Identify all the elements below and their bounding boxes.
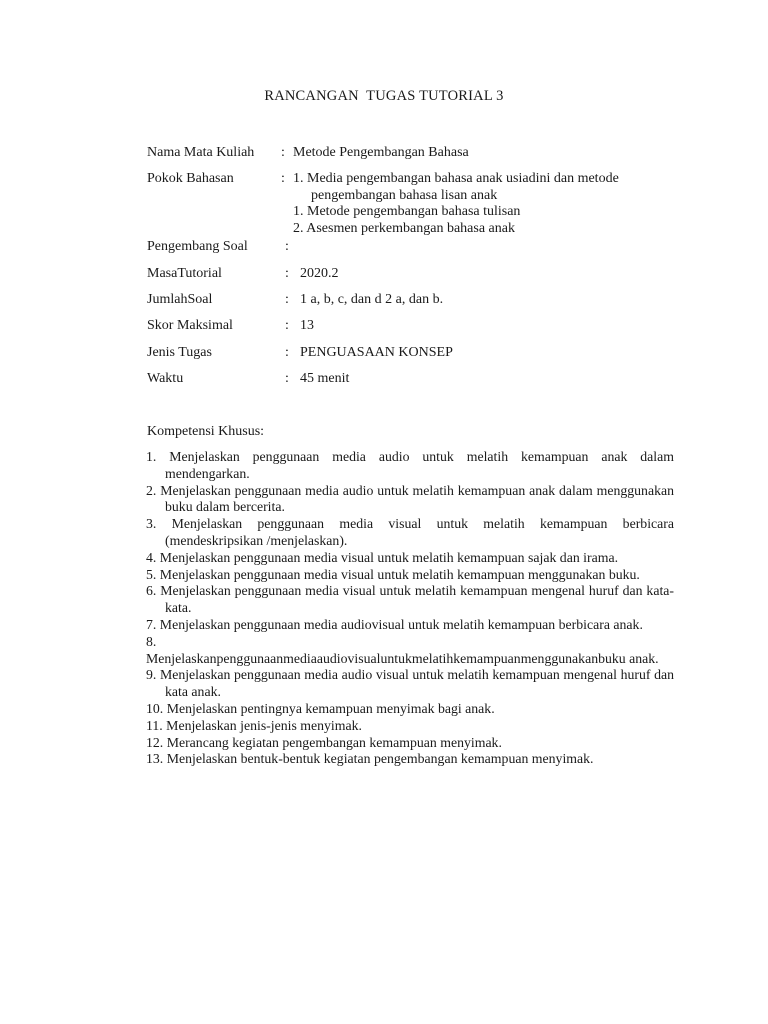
competency-item-3: 3. Menjelaskan penggunaan media visual untuk melatih kemampuan berbicara (mendeskripsikan /menjelaskan). bbox=[146, 516, 674, 548]
competency-item-12: 12. Merancang kegiatan pengembangan kemampuan menyimak. bbox=[146, 734, 502, 750]
meta-label: JumlahSoal bbox=[147, 292, 213, 307]
document-title: RANCANGAN TUGAS TUTORIAL 3 bbox=[264, 88, 504, 104]
competency-item-10: 10. Menjelaskan pentingnya kemampuan menyimak bagi anak. bbox=[146, 700, 495, 716]
meta-colon: : bbox=[285, 239, 289, 254]
meta-value: 45 menit bbox=[300, 371, 350, 386]
meta-value: 1 a, b, c, dan d 2 a, dan b. bbox=[300, 292, 444, 307]
competency-item-13: 13. Menjelaskan bentuk-bentuk kegiatan pengembangan kemampuan menyimak. bbox=[146, 751, 594, 767]
competency-item-11: 11. Menjelaskan jenis-jenis menyimak. bbox=[146, 717, 362, 733]
meta-label: Jenis Tugas bbox=[147, 345, 212, 360]
meta-label: Pengembang Soal bbox=[147, 239, 248, 254]
topic-item-2: 1. Metode pengembangan bahasa tulisan bbox=[293, 204, 521, 219]
meta-value: Metode Pengembangan Bahasa bbox=[293, 145, 469, 160]
competency-item-6: 6. Menjelaskan penggunaan media visual untuk melatih kemampuan mengenal huruf dan kata-kata. bbox=[146, 583, 674, 616]
meta-value: 13 bbox=[300, 318, 314, 333]
meta-value: 2020.2 bbox=[300, 266, 339, 281]
meta-colon: : bbox=[285, 266, 289, 281]
meta-value: PENGUASAAN KONSEP bbox=[300, 345, 453, 360]
competency-item-7: 7. Menjelaskan penggunaan media audiovisual untuk melatih kemampuan berbicara anak. bbox=[146, 616, 643, 632]
meta-label: Nama Mata Kuliah bbox=[147, 145, 255, 160]
competency-list bbox=[146, 449, 674, 768]
topic-item-3: 2. Asesmen perkembangan bahasa anak bbox=[293, 221, 515, 236]
meta-colon: : bbox=[281, 171, 285, 186]
competency-heading: Kompetensi Khusus: bbox=[147, 424, 265, 439]
meta-label: Skor Maksimal bbox=[147, 318, 233, 333]
meta-label: MasaTutorial bbox=[147, 266, 222, 281]
meta-label: Waktu bbox=[147, 371, 184, 386]
meta-colon: : bbox=[285, 371, 289, 386]
competency-item-2: 2. Menjelaskan penggunaan media audio untuk melatih kemampuan anak dalam menggunakan buku dalam bercerita. bbox=[146, 482, 674, 515]
topic-item-1-line-1: 1. Media pengembangan bahasa anak usiadini dan metode bbox=[293, 171, 619, 186]
competency-item-8-text: Menjelaskanpenggunaanmediaaudiovisualuntukmelatihkemampuanmenggunakanbuku anak. bbox=[146, 650, 659, 666]
competency-item-8-number: 8. bbox=[146, 633, 157, 649]
competency-item-1: 1. Menjelaskan penggunaan media audio untuk melatih kemampuan anak dalam mendengarkan. bbox=[146, 449, 674, 481]
meta-colon: : bbox=[285, 318, 289, 333]
meta-label: Pokok Bahasan bbox=[147, 171, 234, 186]
topic-item-1-line-2: pengembangan bahasa lisan anak bbox=[311, 188, 498, 203]
meta-colon: : bbox=[281, 145, 285, 160]
meta-colon: : bbox=[285, 292, 289, 307]
competency-item-5: 5. Menjelaskan penggunaan media visual untuk melatih kemampuan menggunakan buku. bbox=[146, 566, 640, 582]
competency-item-9: 9. Menjelaskan penggunaan media audio visual untuk melatih kemampuan mengenal huruf dan kata anak. bbox=[146, 667, 674, 700]
competency-item-4: 4. Menjelaskan penggunaan media visual untuk melatih kemampuan sajak dan irama. bbox=[146, 549, 619, 565]
meta-colon: : bbox=[285, 345, 289, 360]
